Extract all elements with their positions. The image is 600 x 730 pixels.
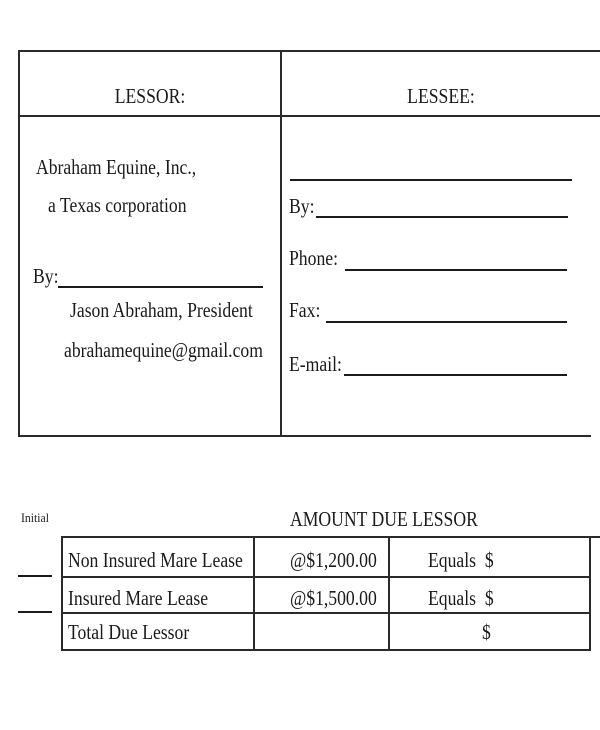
header-divider [18, 115, 600, 117]
amount-col-4 [589, 536, 591, 651]
table-bottom-border [18, 435, 591, 437]
lessee-phone-label: Phone: [289, 246, 339, 270]
lessor-header: LESSOR: [114, 84, 186, 108]
column-divider [280, 50, 282, 437]
lessor-signature-line[interactable] [58, 286, 263, 288]
lessee-by-label: By: [289, 194, 315, 218]
amount-table-bottom [61, 649, 591, 651]
lessor-email: abrahamequine@gmail.com [64, 338, 263, 362]
amount-col-2 [253, 536, 255, 651]
lessor-company-type: a Texas corporation [48, 193, 187, 217]
table-row-3-item: Total Due Lessor [68, 620, 190, 644]
table-top-border [18, 50, 600, 52]
table-left-border [18, 50, 20, 437]
table-row-2-equals: Equals $ [428, 586, 494, 610]
amount-col-3 [388, 536, 390, 651]
lessee-header: LESSEE: [407, 84, 475, 108]
amount-col-1 [61, 536, 63, 651]
amount-table-top [61, 536, 600, 538]
table-row-1-equals: Equals $ [428, 548, 494, 572]
table-row-3-equals: $ [482, 620, 491, 644]
amount-due-title: AMOUNT DUE LESSOR [290, 507, 478, 531]
amount-table-row1-bottom [61, 576, 591, 578]
lessor-company: Abraham Equine, Inc., [36, 155, 197, 179]
initial-line-2[interactable] [18, 611, 52, 613]
amount-table-row2-bottom [61, 612, 591, 614]
table-row-2-price: @$1,500.00 [290, 586, 377, 610]
lessor-by-label: By: [33, 264, 59, 288]
initial-label: Initial [21, 510, 49, 525]
table-row-1-item: Non Insured Mare Lease [68, 548, 243, 572]
lessee-phone-line[interactable] [345, 269, 567, 271]
table-row-1-price: @$1,200.00 [290, 548, 377, 572]
lessee-email-label: E-mail: [289, 352, 342, 376]
table-row-2-item: Insured Mare Lease [68, 586, 209, 610]
lessee-email-line[interactable] [344, 374, 567, 376]
lessor-signatory: Jason Abraham, President [70, 298, 253, 322]
initial-line-1[interactable] [18, 575, 52, 577]
lessee-name-line[interactable] [290, 179, 572, 181]
lessee-signature-line[interactable] [316, 216, 568, 218]
lessee-fax-line[interactable] [326, 321, 567, 323]
lessee-fax-label: Fax: [289, 298, 321, 322]
